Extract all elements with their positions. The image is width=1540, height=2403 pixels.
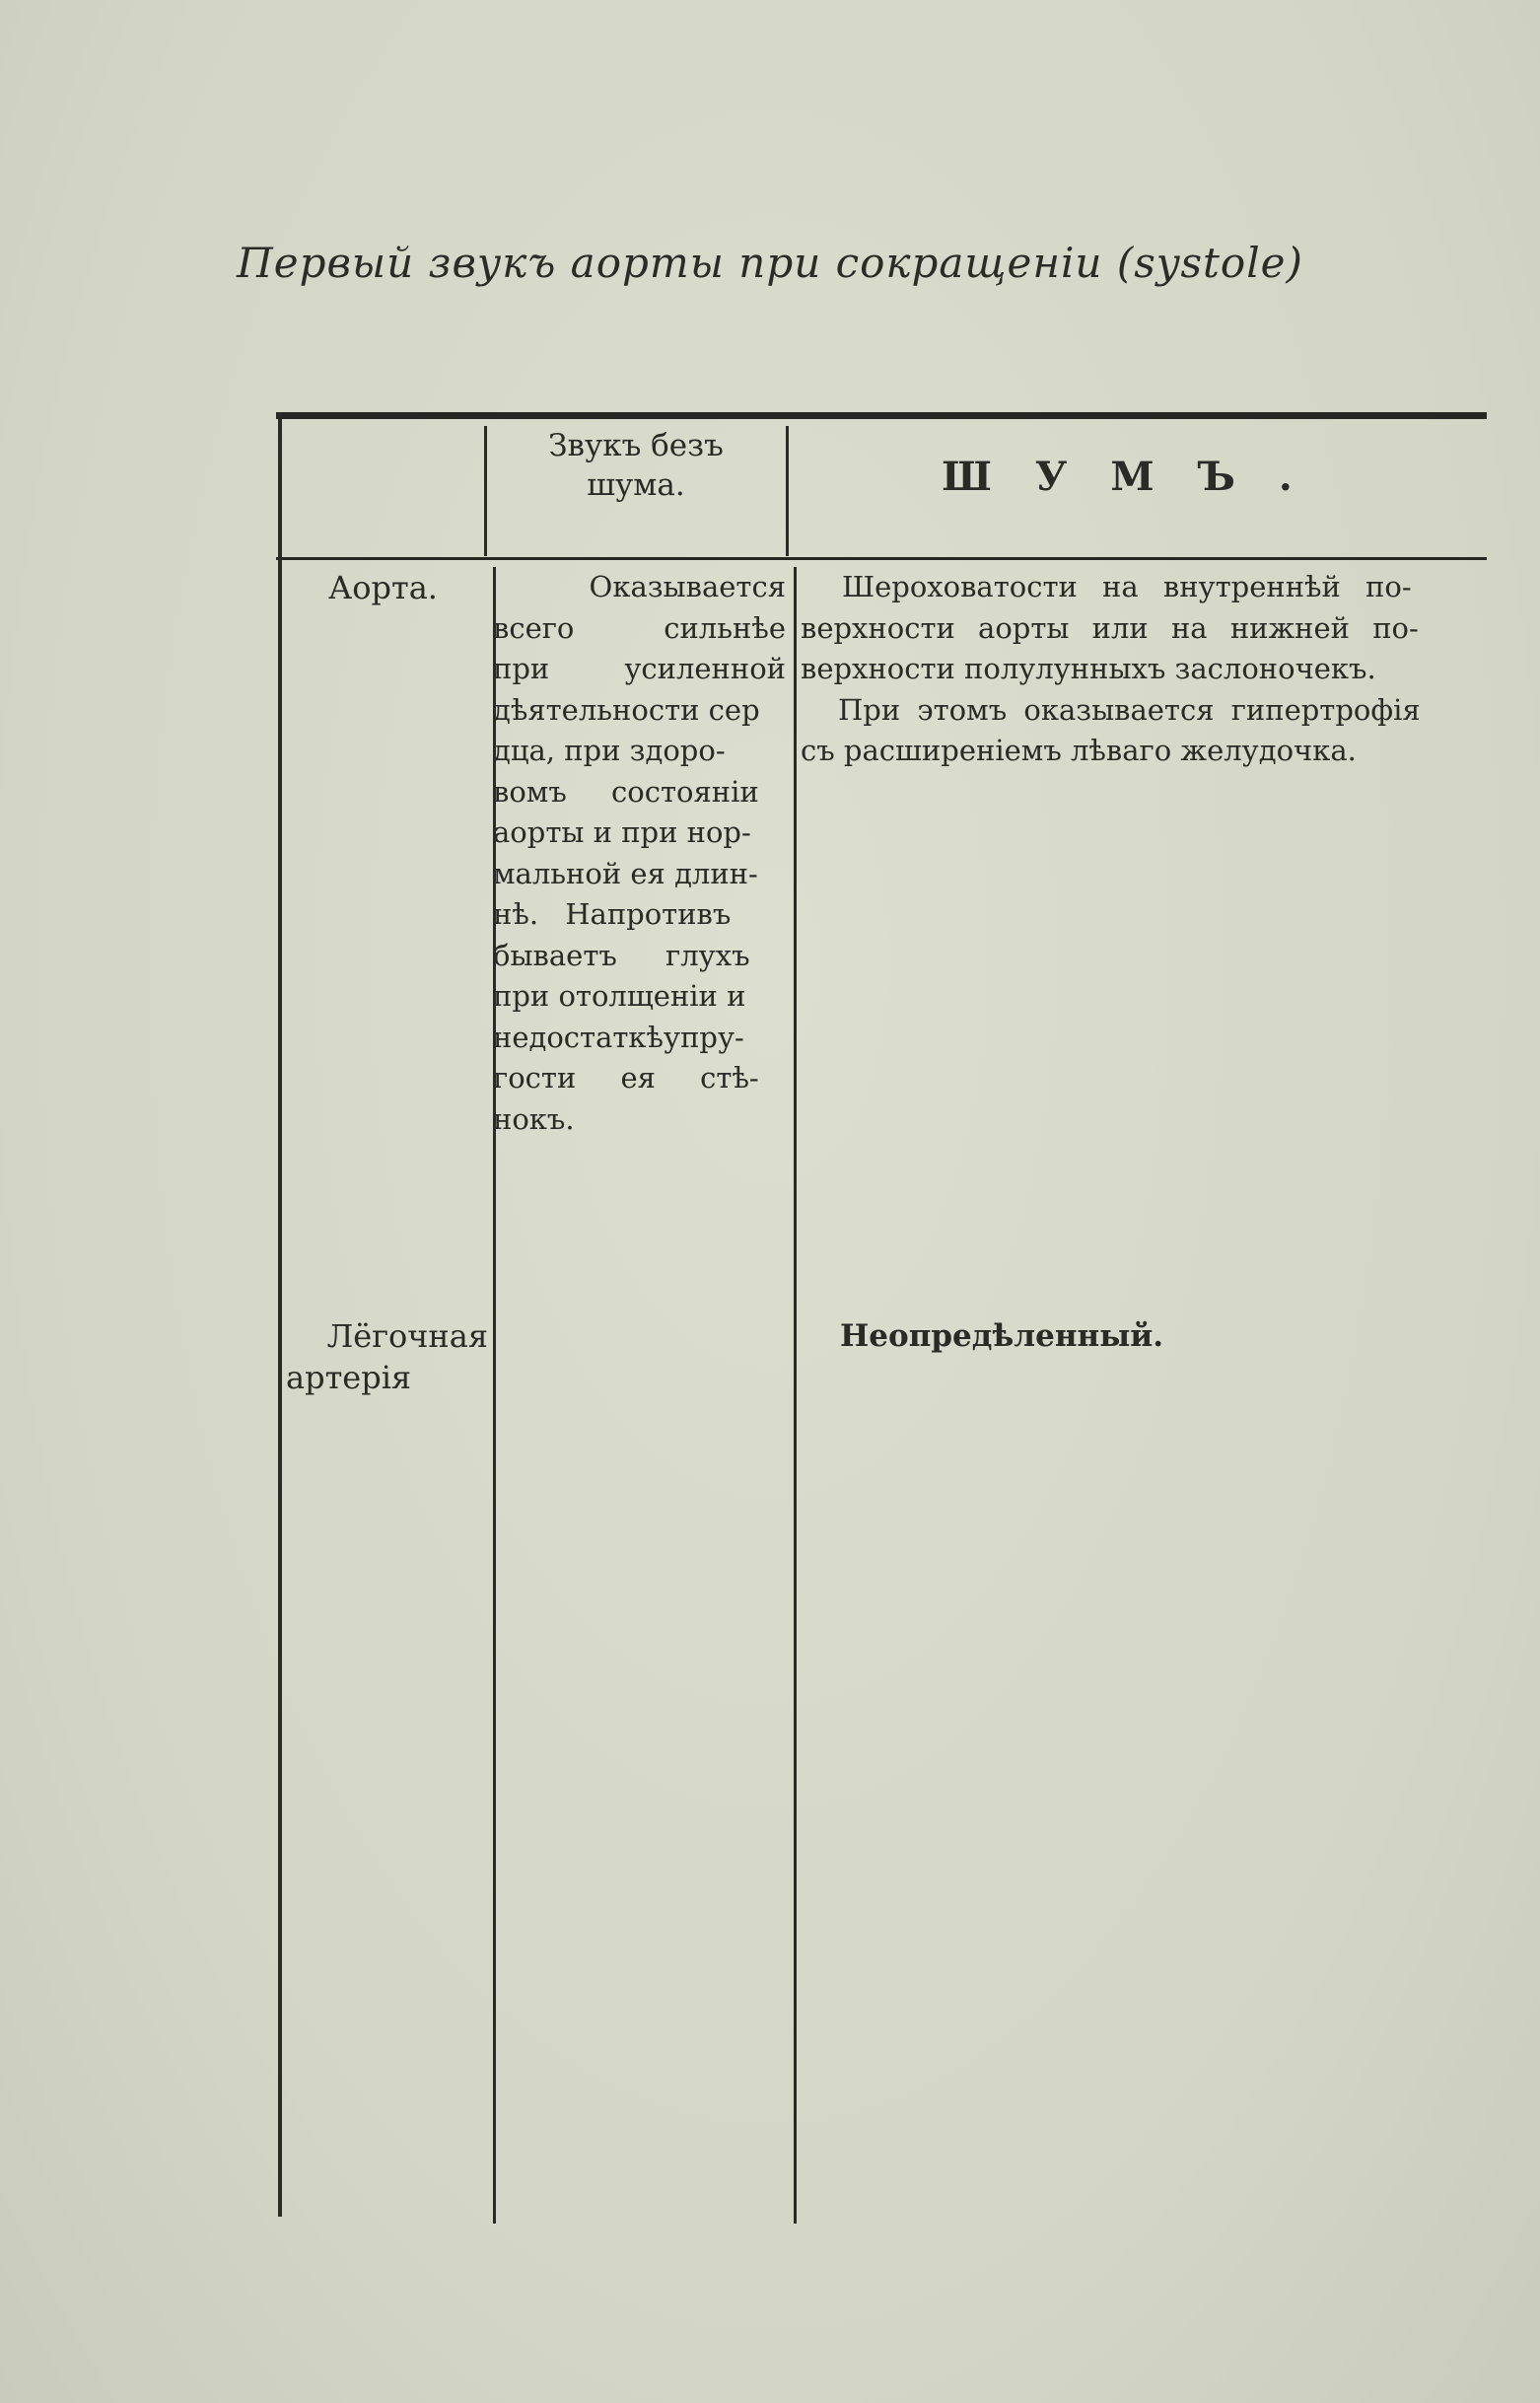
- page-title: Первый звукъ аорты при сокращеніи (systole): [237, 239, 1303, 287]
- header-sound-line: Звукъ безъ: [548, 428, 724, 463]
- text-line: нокъ.: [493, 1101, 575, 1136]
- header-noise: ШУМЪ.: [942, 454, 1336, 500]
- text-line: верхности полулунныхъ заслоночекъ.: [801, 652, 1376, 685]
- text-line: гости ея стѣ-: [493, 1061, 759, 1095]
- text-line: съ расширеніемъ лѣваго желудочка.: [801, 734, 1357, 767]
- cell-aorta-noise: [801, 567, 1491, 772]
- text-line: аорты и при нор-: [493, 815, 751, 849]
- text-line: дца, при здоро-: [493, 734, 726, 767]
- row-label-line: Лёгочная: [326, 1317, 488, 1355]
- header-sound-without-noise: [493, 426, 779, 505]
- table-left-border: [278, 412, 282, 2217]
- text-line: вомъ состояніи: [493, 774, 759, 809]
- cell-aorta-sound: [493, 567, 786, 1140]
- row-label-pulmonary-artery: [286, 1315, 488, 1398]
- header-divider-1: [484, 426, 487, 556]
- text-line: нѣ. Напротивъ: [493, 897, 732, 931]
- row-label-aorta: Аорта.: [328, 569, 438, 606]
- text-line: верхности аорты или на нижней по-: [801, 610, 1419, 645]
- text-line: при усиленной: [493, 652, 786, 685]
- text-line: недостаткѣупру-: [493, 1020, 744, 1054]
- text-line: Оказывается: [589, 570, 786, 603]
- text-line: всего сильнѣе: [493, 610, 786, 645]
- column-divider-2: [794, 567, 797, 2224]
- text-line: дѣятельности сер: [493, 692, 760, 727]
- text-line: При этомъ оказывается гипертрофія: [838, 692, 1421, 727]
- row-label-line: артерія: [286, 1359, 412, 1396]
- text-line: бываетъ глухъ: [493, 938, 750, 972]
- table-header-rule: [276, 557, 1487, 560]
- header-divider-2: [786, 426, 789, 556]
- text-line: мальной ея длин-: [493, 856, 758, 890]
- header-sound-line: шума.: [587, 467, 685, 503]
- text-line: Шероховатости на внутреннѣй по-: [842, 570, 1412, 603]
- text-line: при отолщеніи и: [493, 979, 746, 1013]
- cell-pulmonary-noise: Неопредѣленный.: [840, 1318, 1164, 1354]
- table-top-rule: [276, 412, 1487, 419]
